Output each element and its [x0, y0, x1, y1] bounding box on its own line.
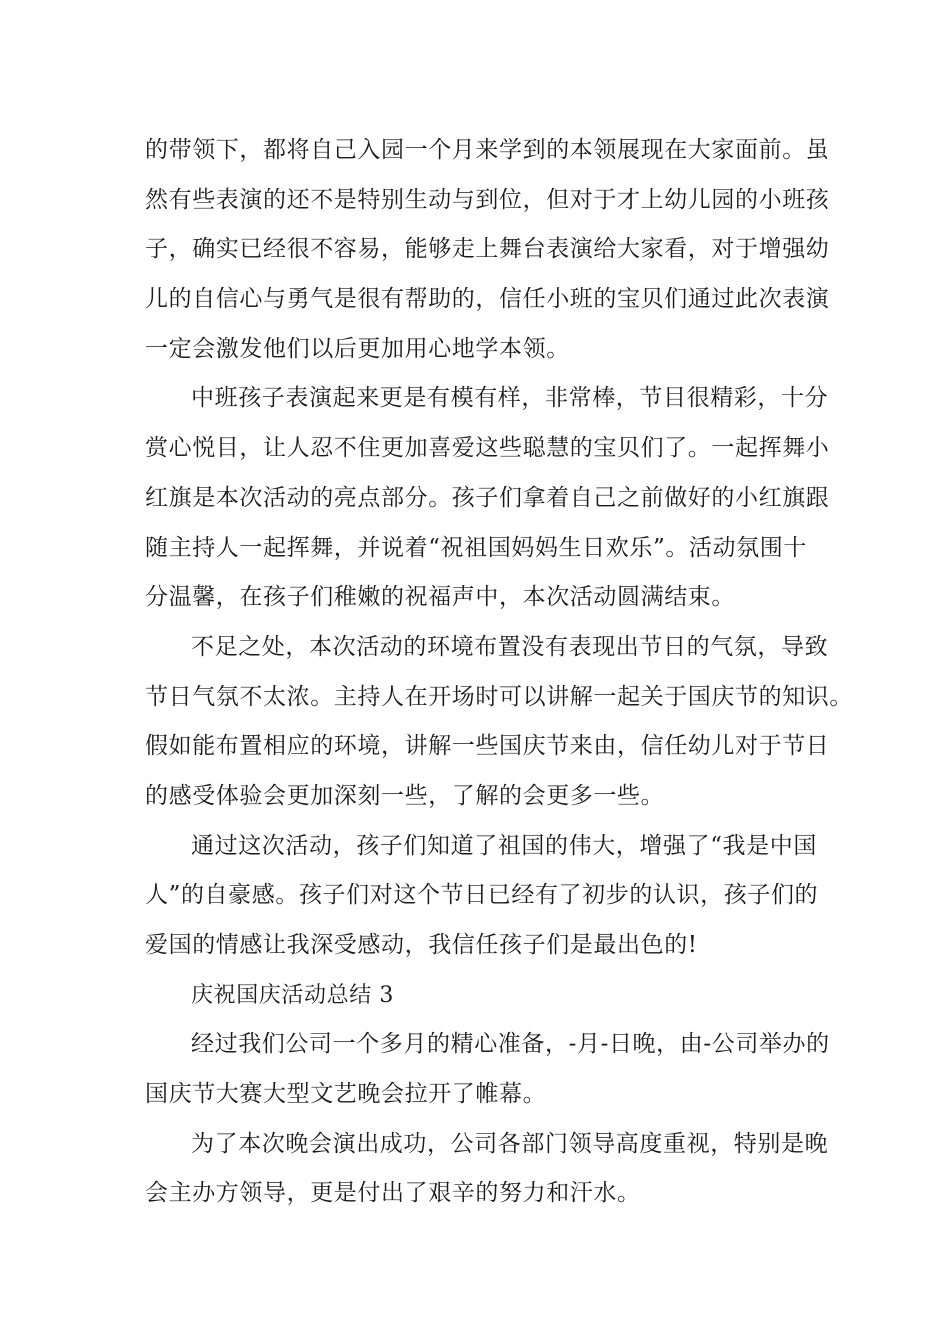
text-line: 会主办方领导，更是付出了艰辛的努力和汗水。 [145, 1180, 641, 1207]
text-line: 人”的自豪感。孩子们对这个节日已经有了初步的认识，孩子们的 [145, 882, 819, 909]
section-heading [145, 971, 825, 1021]
text-line: 的感受体验会更加深刻一些，了解的会更多一些。 [145, 782, 665, 809]
paragraph-1 [145, 126, 830, 374]
text-line: 分温馨，在孩子们稚嫩的祝福声中，本次活动圆满结束。 [145, 584, 735, 611]
text-line: 随主持人一起挥舞，并说着“祝祖国妈妈生日欢乐”。活动氛围十 [145, 534, 807, 561]
paragraph-4 [145, 822, 825, 971]
text-line: 通过这次活动，孩子们知道了祖国的伟大，增强了“我是中国 [191, 832, 817, 859]
text-line: 经过我们公司一个多月的精心准备，-月-日晚，由-公司举办的 [191, 1031, 830, 1058]
paragraph-3 [145, 623, 853, 822]
text-line: 红旗是本次活动的亮点部分。孩子们拿着自己之前做好的小红旗跟 [145, 484, 830, 511]
text-line: 国庆节大赛大型文艺晚会拉开了帷幕。 [145, 1081, 547, 1108]
text-line: 节日气氛不太浓。主持人在开场时可以讲解一起关于国庆节的知识。 [145, 683, 853, 710]
text-line: 假如能布置相应的环境，讲解一些国庆节来由，信任幼儿对于节日 [145, 733, 830, 760]
section-title: 庆祝国庆活动总结 3 [191, 982, 394, 1008]
document-body [145, 126, 853, 1219]
text-line: 然有些表演的还不是特别生动与到位，但对于才上幼儿园的小班孩 [145, 186, 830, 213]
text-line: 的带领下，都将自己入园一个月来学到的本领展现在大家面前。虽 [145, 137, 830, 163]
text-line: 中班孩子表演起来更是有模有样，非常棒，节目很精彩，十分 [191, 385, 829, 412]
text-line: 子，确实已经很不容易，能够走上舞台表演给大家看，对于增强幼 [145, 236, 830, 263]
text-line: 为了本次晚会演出成功，公司各部门领导高度重视，特别是晚 [191, 1130, 829, 1157]
text-line: 儿的自信心与勇气是很有帮助的，信任小班的宝贝们通过此次表演 [145, 286, 830, 313]
text-line: 一定会激发他们以后更加用心地学本领。 [145, 335, 570, 362]
paragraph-2 [145, 374, 830, 622]
text-line: 爱国的情感让我深受感动，我信任孩子们是最出色的! [145, 932, 698, 958]
text-line: 赏心悦目，让人忍不住更加喜爱这些聪慧的宝贝们了。一起挥舞小 [145, 435, 830, 462]
paragraph-5 [145, 1020, 830, 1119]
text-line: 不足之处，本次活动的环境布置没有表现出节日的气氛，导致 [191, 633, 829, 660]
paragraph-6 [145, 1120, 829, 1219]
